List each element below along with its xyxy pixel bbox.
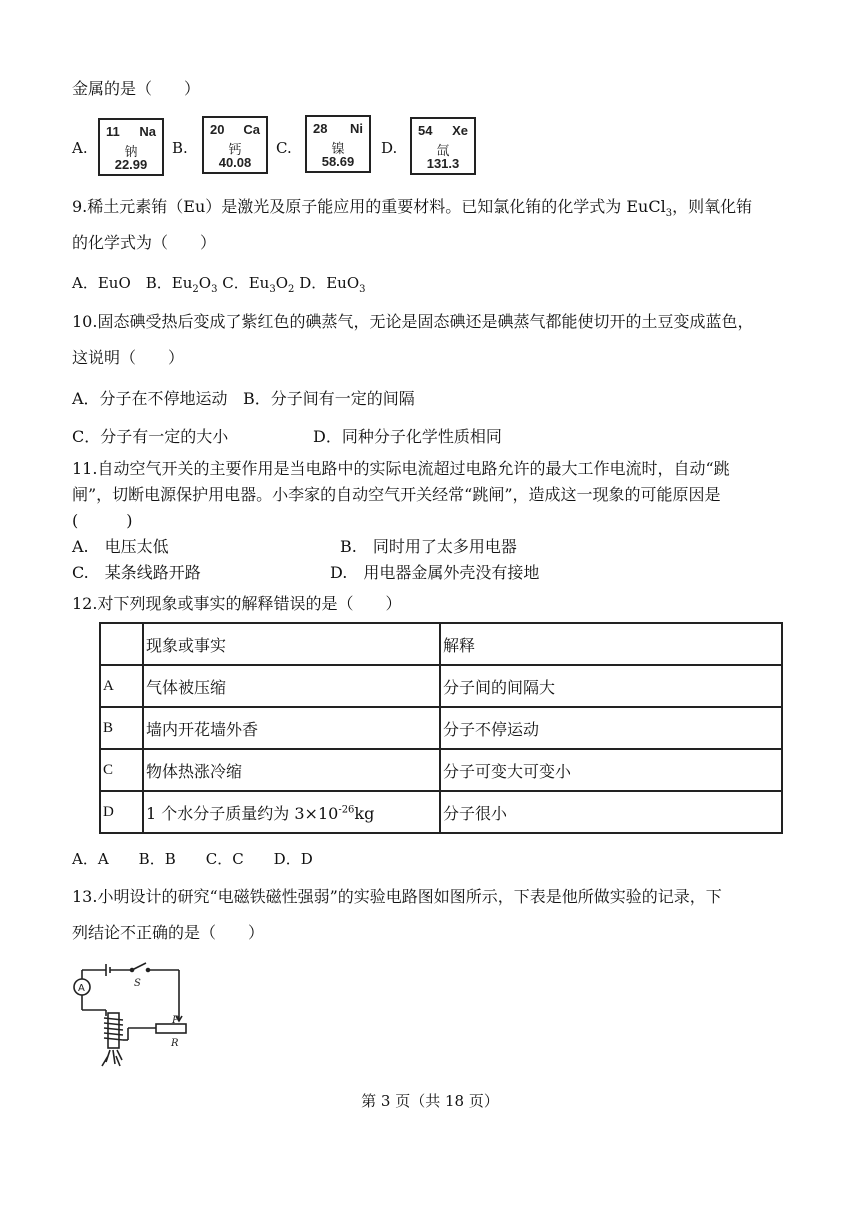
table-cell [100, 623, 143, 665]
switch-label: S [134, 978, 141, 989]
atomic-mass: 131.3 [426, 156, 460, 171]
table-cell: 分子很小 [440, 791, 782, 833]
q10-stem-line1: 10.固态碘受热后变成了紫红色的碘蒸气，无论是固态碘还是碘蒸气都能使切开的土豆变成蓝色， [72, 312, 754, 331]
element-name: 镍 [331, 142, 345, 157]
element-name: 钠 [124, 145, 138, 160]
q10-option-b: B．分子间有一定的间隔 [243, 389, 415, 408]
q13-stem-line1: 13.小明设计的研究“电磁铁磁性强弱”的实验电路图如图所示，下表是他所做实验的记录，下 [72, 887, 722, 906]
q12-stem: 12.对下列现象或事实的解释错误的是（ ） [72, 594, 402, 613]
q11-option-a: A. 电压太低 [72, 537, 169, 556]
slider-label: P [172, 1015, 179, 1026]
q13-stem-line2: 列结论不正确的是（ ） [72, 923, 265, 942]
table-row [100, 791, 782, 833]
page-footer: 第 3 页（共 18 页） [361, 1092, 499, 1110]
table-cell: 分子可变大可变小 [440, 749, 782, 791]
table-cell: B [100, 707, 143, 749]
atomic-number: 54 [418, 123, 433, 138]
element-name: 氙 [436, 144, 450, 159]
ammeter-label: A [78, 983, 85, 994]
q12-options: A．A B．B C．C D．D [72, 850, 313, 868]
table-cell: 物体热涨冷缩 [143, 749, 440, 791]
q10-stem-line2: 这说明（ ） [72, 348, 185, 367]
q8-option-a-label: A. [72, 139, 88, 157]
table-header-phenomenon: 现象或事实 [143, 623, 440, 665]
resistor-label: R [171, 1038, 179, 1049]
element-symbol: Ca [243, 122, 260, 137]
electromagnet-circuit-diagram [68, 958, 198, 1068]
atomic-mass: 22.99 [114, 157, 148, 172]
table-cell: 分子不停运动 [440, 707, 782, 749]
q8-option-b-label: B. [172, 139, 188, 157]
table-row [100, 707, 782, 749]
switch-lever [132, 963, 146, 970]
table-cell: 气体被压缩 [143, 665, 440, 707]
table-cell: D [100, 791, 143, 833]
table-header-row [100, 623, 782, 665]
q9-stem-line1: 9.稀土元素铕（Eu）是激光及原子能应用的重要材料。已知氯化铕的化学式为 EuCl$_3$，则氧化铕 [72, 197, 753, 220]
atomic-mass: 58.69 [321, 154, 355, 169]
element-symbol: Na [139, 124, 156, 139]
q8-option-d-label: D. [381, 139, 398, 157]
atomic-mass: 40.08 [218, 155, 252, 170]
q10-option-d: D．同种分子化学性质相同 [313, 427, 502, 446]
element-card-na [98, 118, 164, 176]
element-card-xe [410, 117, 476, 175]
q11-option-d: D. 用电器金属外壳没有接地 [330, 563, 540, 582]
table-row [100, 749, 782, 791]
table-cell: C [100, 749, 143, 791]
q8-stem-tail: 金属的是（ ） [72, 79, 201, 98]
q11-stem-line2: 闸”，切断电源保护用电器。小李家的自动空气开关经常“跳闸”，造成这一现象的可能原因是 [72, 485, 721, 504]
q10-option-a: A．分子在不停地运动 [72, 389, 228, 408]
q8-option-c-label: C. [276, 139, 292, 157]
q9-stem-line2: 的化学式为（ ） [72, 233, 217, 252]
element-card-ni [305, 115, 371, 173]
q11-option-c: C. 某条线路开路 [72, 563, 201, 582]
q9-options: A．EuO B．$Eu_2O_3$ C．$Eu_3O_2$ D．EuO$_3$ [72, 274, 366, 295]
element-symbol: Ni [350, 121, 363, 136]
q11-stem-line3: ( ) [72, 511, 133, 530]
table-row [100, 665, 782, 707]
element-card-ca [202, 116, 268, 174]
table-cell: A [100, 665, 143, 707]
atomic-number: 28 [313, 121, 328, 136]
q10-option-c: C．分子有一定的大小 [72, 427, 229, 446]
element-symbol: Xe [452, 123, 468, 138]
table-header-explanation: 解释 [440, 623, 782, 665]
q11-option-b: B. 同时用了太多用电器 [340, 537, 517, 556]
atomic-number: 11 [106, 124, 120, 139]
rheostat [156, 1024, 186, 1033]
atomic-number: 20 [210, 122, 225, 137]
table-cell: 墙内开花墙外香 [143, 707, 440, 749]
table-cell: 分子间的间隔大 [440, 665, 782, 707]
paper-clips [102, 1050, 122, 1066]
table-cell: 1 个水分子质量约为 $3\times 10^{-26}kg$ [143, 791, 440, 833]
coil-windings [104, 1018, 123, 1040]
q11-stem-line1: 11.自动空气开关的主要作用是当电路中的实际电流超过电路允许的最大工作电流时，自动“跳 [72, 459, 730, 478]
element-name: 钙 [228, 143, 242, 158]
q12-table [99, 622, 783, 834]
